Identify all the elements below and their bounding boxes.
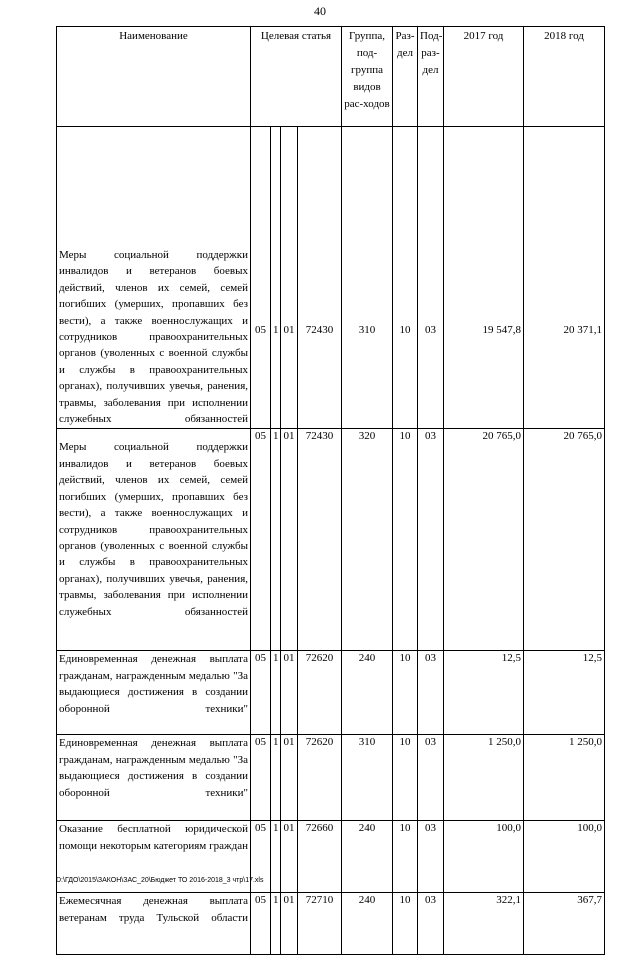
row-cell-subsection: 03 xyxy=(418,735,444,821)
row-cell-group: 240 xyxy=(342,893,393,955)
row-cell-a2: 1 xyxy=(271,429,281,651)
row-cell-y2017: 100,0 xyxy=(444,821,524,893)
table-row xyxy=(57,651,605,735)
row-cell-a2: 1 xyxy=(271,735,281,821)
row-cell-section: 10 xyxy=(393,735,418,821)
row-cell-group: 310 xyxy=(342,127,393,429)
row-cell-a1: 05 xyxy=(251,127,271,429)
table-body xyxy=(57,127,605,955)
row-name-cell: Ежемесячная денежная выплата ветеранам труда Тульской области xyxy=(57,893,251,955)
header-subsection: Под-раз-дел xyxy=(418,27,444,127)
row-cell-y2017: 322,1 xyxy=(444,893,524,955)
row-name-cell: Меры социальной поддержки инвалидов и ветеранов боевых действий, членов их семей, семей погибших (умерших, пропавших без вести), а также военнослужащих и сотрудников правоохранительных органов (уволенных с военной службы и службы в правоохранительных органах), получивших увечья, ранения, травмы, заболевания при исполнении служебных обязанностей xyxy=(57,127,251,429)
budget-table xyxy=(56,26,605,955)
page-number: 40 xyxy=(314,4,326,18)
file-path-footer: D:\ГДО\2015\ЗАКОН\ЗАС_20\Бюджет ТО 2016-2018_3 чтр\17.xls xyxy=(56,877,264,884)
row-cell-a4: 72660 xyxy=(298,821,342,893)
row-cell-y2018: 367,7 xyxy=(524,893,605,955)
row-cell-group: 240 xyxy=(342,821,393,893)
row-cell-a2: 1 xyxy=(271,893,281,955)
row-cell-y2017: 19 547,8 xyxy=(444,127,524,429)
row-cell-a1: 05 xyxy=(251,651,271,735)
row-cell-a4: 72430 xyxy=(298,429,342,651)
row-cell-a1: 05 xyxy=(251,821,271,893)
row-cell-y2018: 100,0 xyxy=(524,821,605,893)
header-target-article: Целевая статья xyxy=(251,27,342,127)
row-cell-a3: 01 xyxy=(281,821,298,893)
row-cell-group: 310 xyxy=(342,735,393,821)
table-row xyxy=(57,893,605,955)
row-cell-y2018: 20 371,1 xyxy=(524,127,605,429)
row-name-cell: Единовременная денежная выплата гражданам, награжденным медалью "За выдающиеся достижения в создании оборонной техники" xyxy=(57,651,251,735)
row-cell-y2017: 20 765,0 xyxy=(444,429,524,651)
row-cell-a1: 05 xyxy=(251,893,271,955)
row-cell-subsection: 03 xyxy=(418,893,444,955)
row-name-cell: Единовременная денежная выплата гражданам, награжденным медалью "За выдающиеся достижения в создании оборонной техники" xyxy=(57,735,251,821)
row-cell-a3: 01 xyxy=(281,893,298,955)
row-cell-y2017: 1 250,0 xyxy=(444,735,524,821)
row-cell-subsection: 03 xyxy=(418,429,444,651)
row-cell-a3: 01 xyxy=(281,735,298,821)
row-cell-a2: 1 xyxy=(271,127,281,429)
row-cell-a3: 01 xyxy=(281,127,298,429)
row-cell-a4: 72430 xyxy=(298,127,342,429)
row-cell-section: 10 xyxy=(393,651,418,735)
row-cell-a2: 1 xyxy=(271,821,281,893)
row-cell-a1: 05 xyxy=(251,735,271,821)
header-group: Группа, под-группа видов рас-ходов xyxy=(342,27,393,127)
row-cell-a4: 72620 xyxy=(298,735,342,821)
row-cell-y2017: 12,5 xyxy=(444,651,524,735)
row-name-cell: Меры социальной поддержки инвалидов и ветеранов боевых действий, членов их семей, семей погибших (умерших, пропавших без вести), а также военнослужащих и сотрудников правоохранительных органов (уволенных с военной службы и службы в правоохранительных органах), получивших увечья, ранения, травмы, заболевания при исполнении служебных обязанностей xyxy=(57,429,251,651)
row-cell-group: 240 xyxy=(342,651,393,735)
row-cell-section: 10 xyxy=(393,893,418,955)
row-cell-a2: 1 xyxy=(271,651,281,735)
header-row xyxy=(57,27,605,127)
table-row xyxy=(57,429,605,651)
row-cell-y2018: 1 250,0 xyxy=(524,735,605,821)
row-cell-subsection: 03 xyxy=(418,651,444,735)
row-cell-a4: 72710 xyxy=(298,893,342,955)
row-cell-a1: 05 xyxy=(251,429,271,651)
table-row xyxy=(57,127,605,429)
row-cell-a3: 01 xyxy=(281,651,298,735)
row-cell-subsection: 03 xyxy=(418,127,444,429)
row-cell-section: 10 xyxy=(393,127,418,429)
header-section: Раз-дел xyxy=(393,27,418,127)
row-cell-a3: 01 xyxy=(281,429,298,651)
row-cell-y2018: 20 765,0 xyxy=(524,429,605,651)
row-cell-y2018: 12,5 xyxy=(524,651,605,735)
row-name-cell: Оказание бесплатной юридической помощи некоторым категориям граждан xyxy=(57,821,251,893)
row-cell-a4: 72620 xyxy=(298,651,342,735)
header-2017: 2017 год xyxy=(444,27,524,127)
row-cell-section: 10 xyxy=(393,821,418,893)
header-name: Наименование xyxy=(57,27,251,127)
table-row xyxy=(57,735,605,821)
row-cell-subsection: 03 xyxy=(418,821,444,893)
header-2018: 2018 год xyxy=(524,27,605,127)
row-cell-section: 10 xyxy=(393,429,418,651)
row-cell-group: 320 xyxy=(342,429,393,651)
